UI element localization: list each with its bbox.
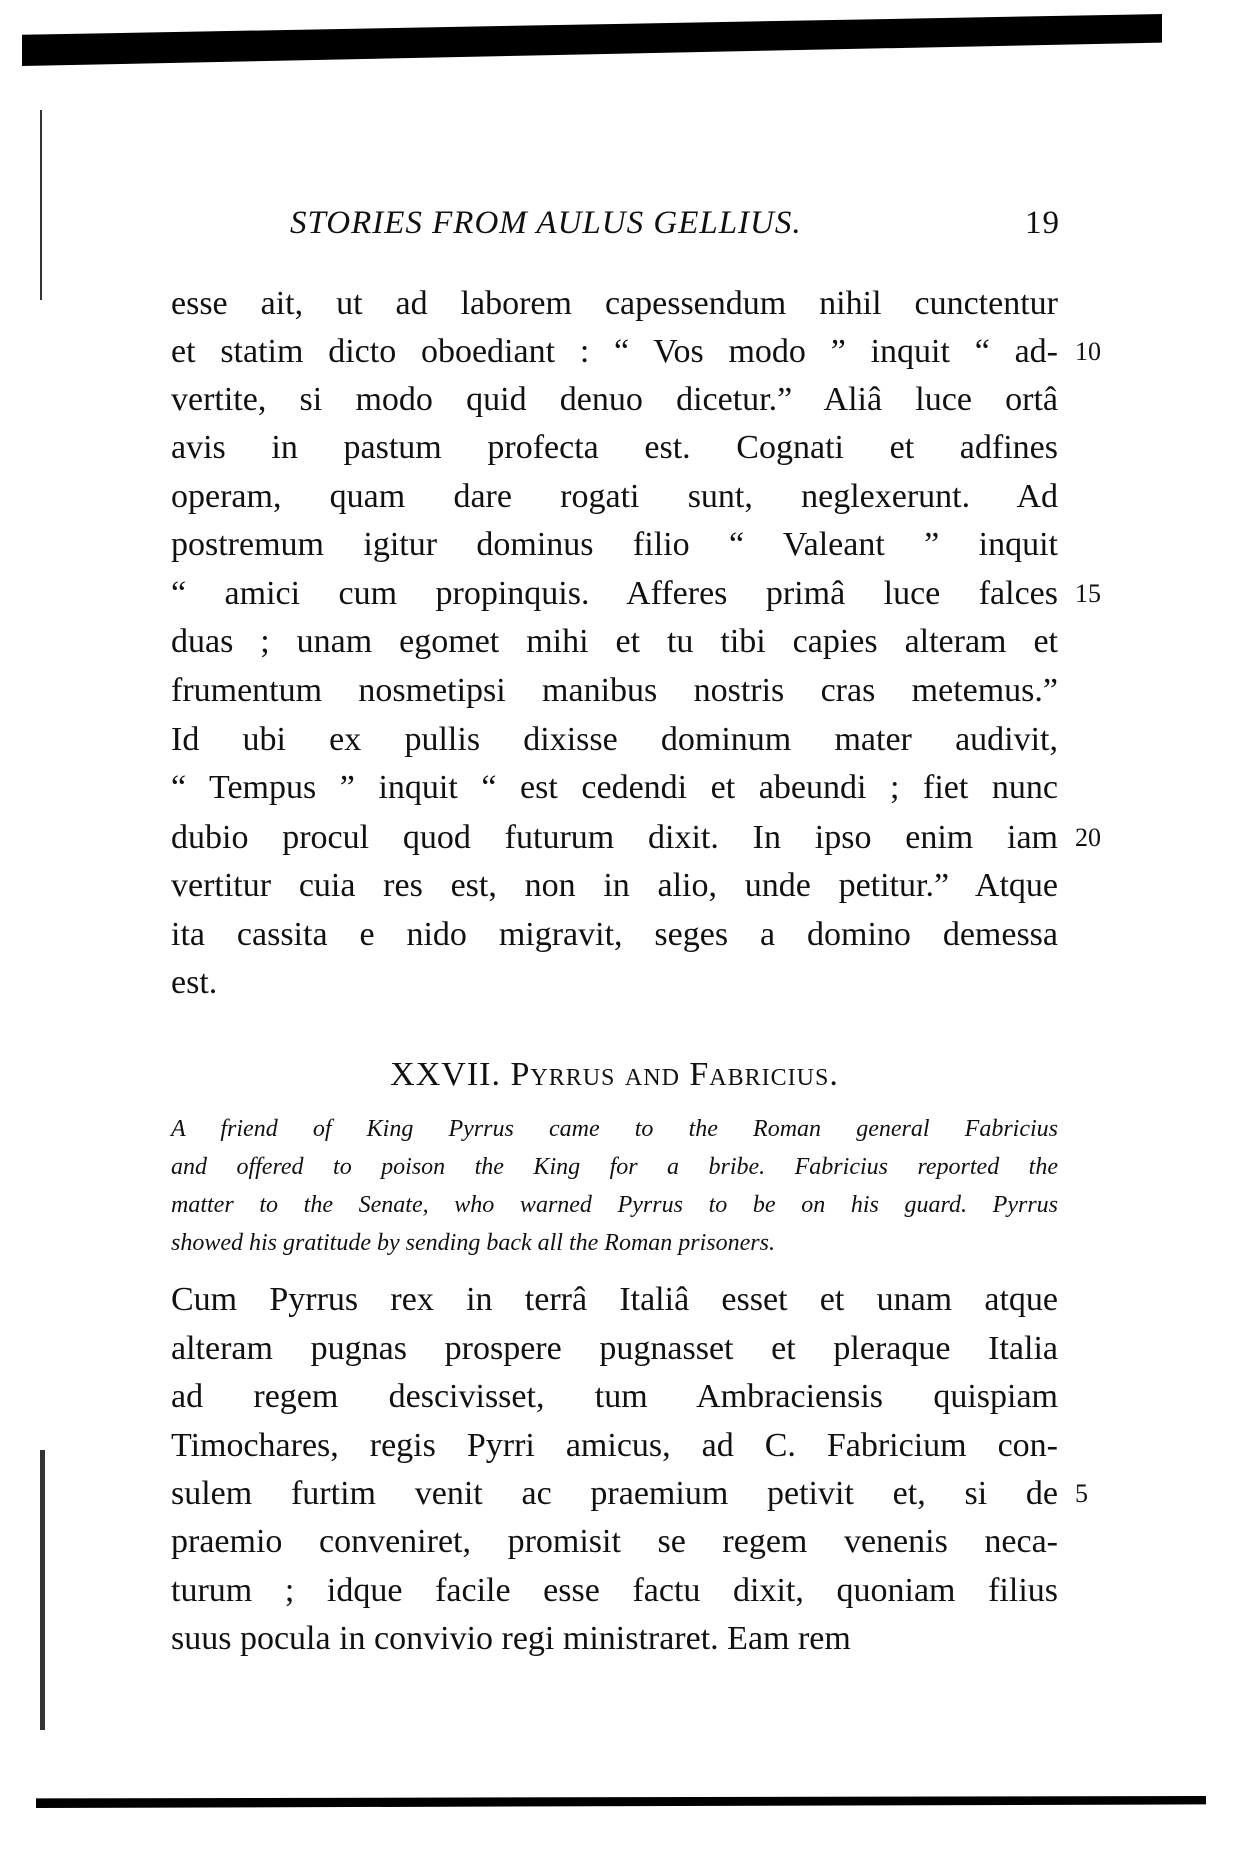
text-line: ad regem descivisset, tum Ambraciensis quispiam (171, 1378, 1058, 1415)
text-line: dubio procul quod futurum dixit. In ipso enim iam (171, 819, 1058, 856)
text-line: and offered to poison the King for a bribe. Fabricius reported the (171, 1154, 1058, 1180)
line-number: 20 (1075, 823, 1101, 852)
scan-bottom-edge (36, 1796, 1206, 1808)
scan-left-edge (40, 110, 42, 300)
text-line: operam, quam dare rogati sunt, neglexerunt. Ad (171, 478, 1058, 515)
line-number: 15 (1075, 579, 1101, 608)
text-line: praemio conveniret, promisit se regem venenis neca- (171, 1523, 1058, 1560)
text-line: matter to the Senate, who warned Pyrrus to be on his guard. Pyrrus (171, 1192, 1058, 1218)
text-line: “ amici cum propinquis. Afferes primâ luce falces (171, 575, 1058, 612)
text-line: esse ait, ut ad laborem capessendum nihil cunctentur (171, 285, 1058, 322)
text-line: Cum Pyrrus rex in terrâ Italiâ esset et unam atque (171, 1281, 1058, 1318)
text-line: “ Tempus ” inquit “ est cedendi et abeundi ; fiet nunc (171, 769, 1058, 806)
section-numeral: XXVII. (390, 1056, 501, 1093)
text-line: Id ubi ex pullis dixisse dominum mater audivit, (171, 721, 1058, 758)
scan-top-edge (22, 14, 1162, 66)
page-number: 19 (1025, 205, 1060, 241)
text-line: showed his gratitude by sending back all the Roman prisoners. (171, 1230, 775, 1256)
text-line: suus pocula in convivio regi ministraret. Eam rem (171, 1620, 851, 1657)
scan-left-edge (40, 1450, 45, 1730)
text-line: alteram pugnas prospere pugnasset et pleraque Italia (171, 1330, 1058, 1367)
running-head-title: STORIES FROM AULUS GELLIUS. (290, 205, 802, 241)
text-line: turum ; idque facile esse factu dixit, quoniam filius (171, 1572, 1058, 1609)
section-title: Pyrrus and Fabricius. (510, 1056, 839, 1093)
line-number: 10 (1075, 337, 1101, 366)
section-heading (171, 1056, 1058, 1094)
text-line: avis in pastum profecta est. Cognati et adfines (171, 429, 1058, 466)
text-line: A friend of King Pyrrus came to the Roman general Fabricius (171, 1116, 1058, 1142)
line-number: 5 (1075, 1479, 1088, 1508)
text-line: duas ; unam egomet mihi et tu tibi capies alteram et (171, 623, 1058, 660)
text-line: Timochares, regis Pyrri amicus, ad C. Fabricium con- (171, 1427, 1058, 1464)
text-line: vertite, si modo quid denuo dicetur.” Aliâ luce ortâ (171, 381, 1058, 418)
text-line: frumentum nosmetipsi manibus nostris cras metemus.” (171, 672, 1058, 709)
text-line: sulem furtim venit ac praemium petivit et, si de (171, 1475, 1058, 1512)
text-line: vertitur cuia res est, non in alio, unde petitur.” Atque (171, 867, 1058, 904)
running-head (290, 205, 1060, 245)
text-line: et statim dicto oboediant : “ Vos modo ” inquit “ ad- (171, 333, 1058, 370)
text-line: est. (171, 964, 218, 1001)
text-line: ita cassita e nido migravit, seges a domino demessa (171, 916, 1058, 953)
text-line: postremum igitur dominus filio “ Valeant ” inquit (171, 526, 1058, 563)
